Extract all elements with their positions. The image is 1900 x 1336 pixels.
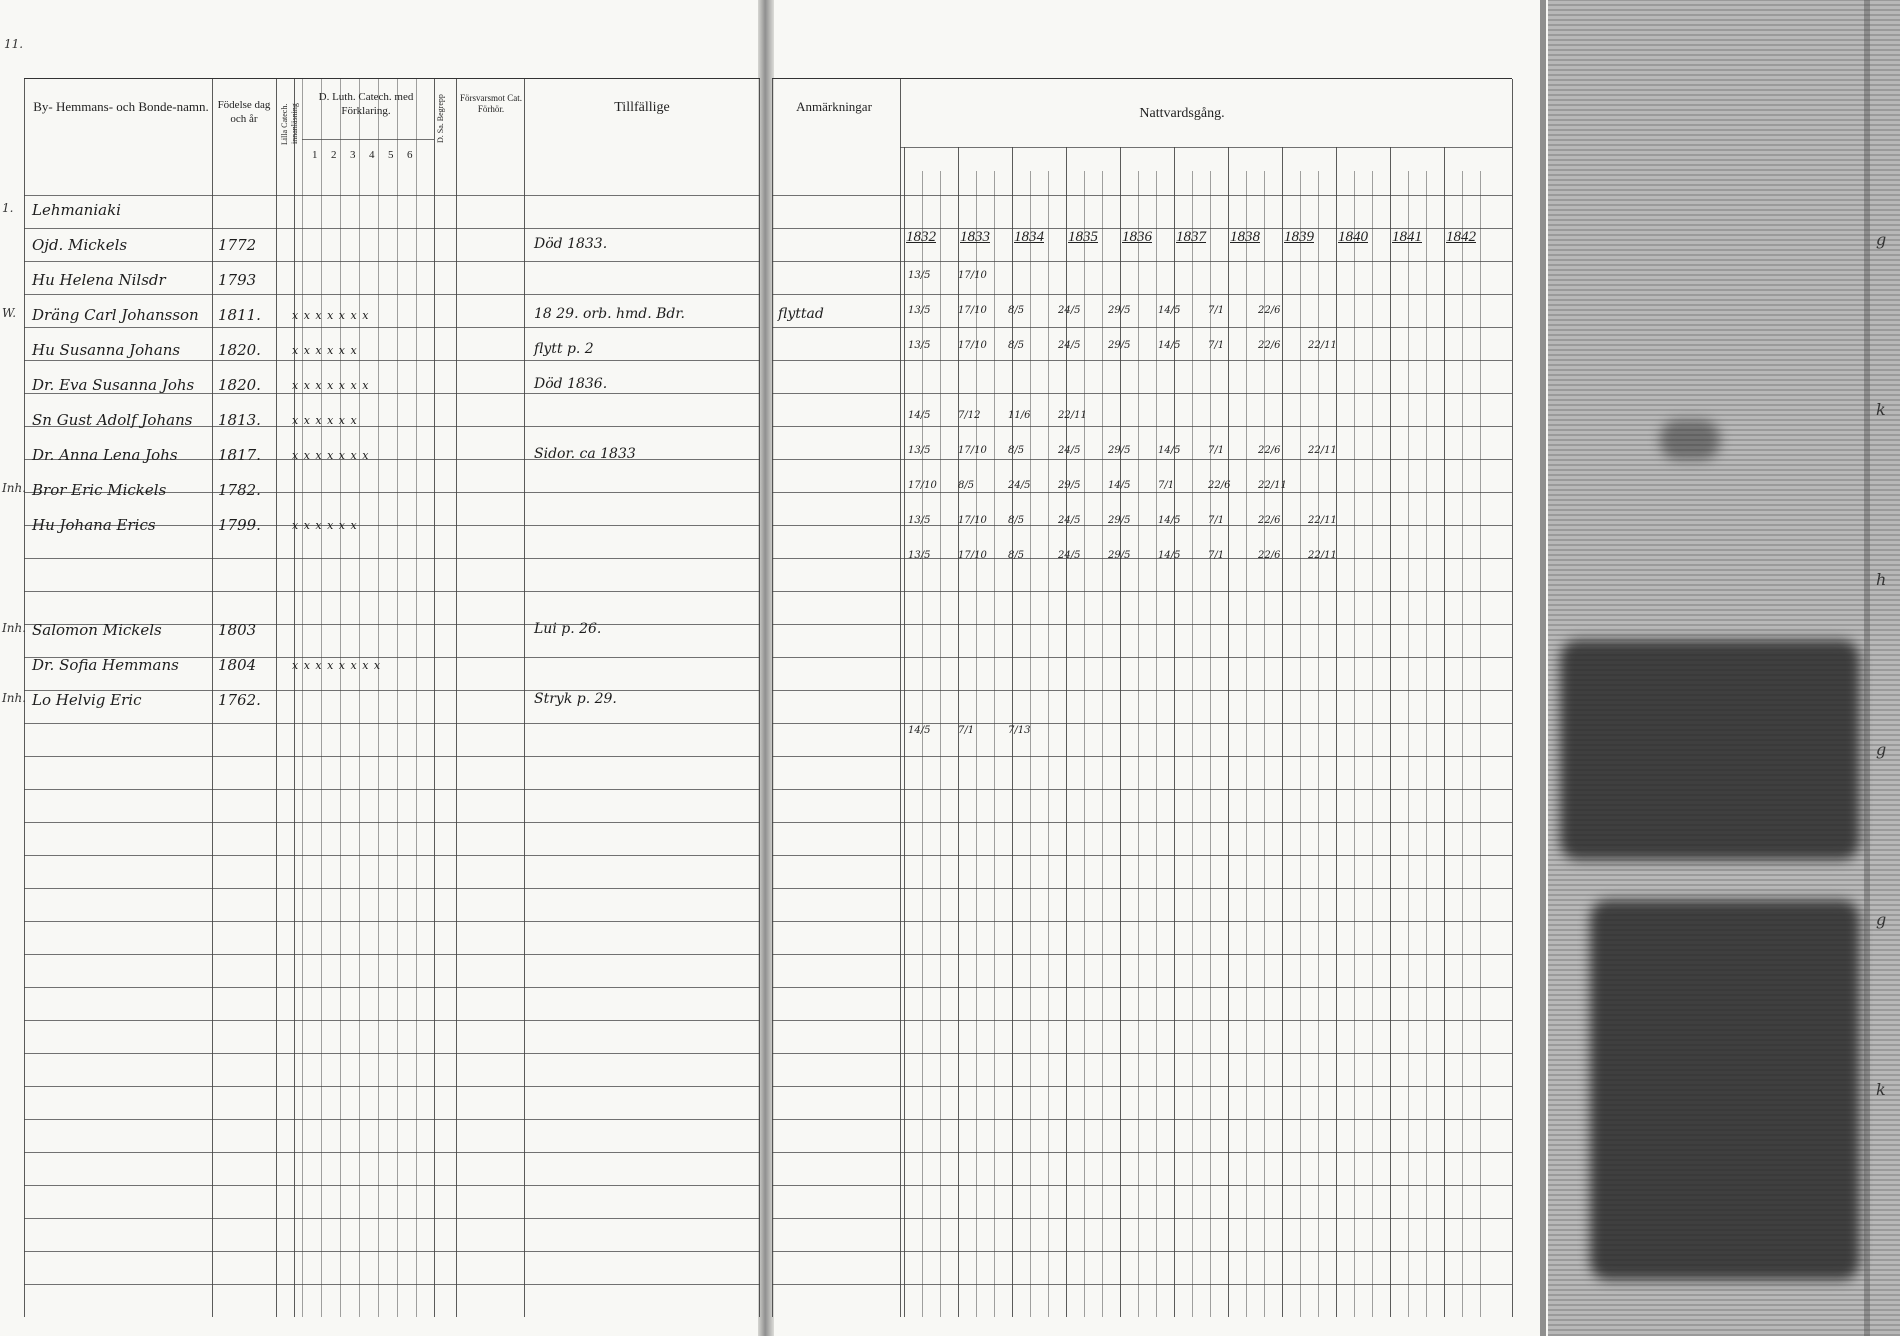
ruled-line — [24, 1119, 760, 1120]
subcolumn-rule — [1246, 171, 1247, 1317]
ruled-line — [772, 426, 1512, 427]
subcolumn-rule — [1156, 171, 1157, 1317]
ruled-line — [24, 723, 760, 724]
resident-name: Ojd. Mickels — [32, 236, 128, 254]
catechism-marks: x x x x x x x — [292, 309, 370, 322]
communion-year: 1833 — [960, 229, 990, 245]
ruled-line — [24, 1053, 760, 1054]
column-rule — [397, 79, 398, 1317]
communion-date: 7/1 — [958, 725, 975, 736]
communion-date: 17/10 — [958, 550, 987, 561]
margin-note: h — [1876, 570, 1887, 589]
resident-name: Lehmaniaki — [32, 201, 121, 219]
ruled-line — [24, 1152, 760, 1153]
year-column-rule — [1228, 147, 1229, 1317]
resident-name: Dr. Eva Susanna Johs — [32, 376, 195, 394]
birth-year: 1820. — [218, 376, 261, 394]
ruled-line — [772, 822, 1512, 823]
communion-date: 13/5 — [908, 340, 931, 351]
ruled-line — [772, 987, 1512, 988]
communion-date: 7/12 — [958, 410, 981, 421]
occasional-note: 18 29. orb. hmd. Bdr. — [534, 306, 685, 322]
subcolumn-rule — [1408, 171, 1409, 1317]
header-small-catechism: Lilla Catech. — [280, 103, 289, 145]
communion-date: 14/5 — [1158, 550, 1181, 561]
ruled-line — [772, 1284, 1512, 1285]
subcolumn-rule — [1030, 171, 1031, 1317]
communion-date: 29/5 — [1108, 340, 1131, 351]
communion-year: 1839 — [1284, 229, 1314, 245]
subcolumn-rule — [1300, 171, 1301, 1317]
communion-date: 13/5 — [908, 305, 931, 316]
communion-date: 17/10 — [958, 515, 987, 526]
page-edge — [1864, 0, 1870, 1336]
birth-year: 1820. — [218, 341, 261, 359]
ruled-line — [24, 1218, 760, 1219]
birth-year: 1811. — [218, 306, 261, 324]
occasional-note: Död 1836. — [534, 376, 608, 392]
catechism-marks: x x x x x x x x — [292, 659, 382, 672]
column-rule — [759, 79, 760, 1317]
communion-date: 17/10 — [908, 480, 937, 491]
scan-stain — [1590, 900, 1860, 1280]
row-margin-mark: W. — [2, 306, 17, 320]
communion-year: 1835 — [1068, 229, 1098, 245]
resident-name: Hu Helena Nilsdr — [32, 271, 166, 289]
column-rule — [276, 79, 277, 1317]
communion-date: 14/5 — [1158, 340, 1181, 351]
communion-date: 22/11 — [1058, 410, 1087, 421]
ruled-line — [772, 195, 1512, 196]
subcolumn-rule — [1372, 171, 1373, 1317]
year-column-rule — [904, 147, 905, 1317]
margin-note: k — [1876, 400, 1886, 419]
header-name-column: By- Hemmans- och Bonde-namn. — [33, 99, 209, 114]
resident-name: Dr. Sofia Hemmans — [32, 656, 179, 674]
resident-name: Bror Eric Mickels — [32, 481, 167, 499]
communion-year: 1832 — [906, 229, 936, 245]
communion-date: 8/5 — [958, 480, 975, 491]
page-number: 11. — [4, 37, 24, 51]
year-column-rule — [1390, 147, 1391, 1317]
subcolumn-rule — [1084, 171, 1085, 1317]
ruled-line — [772, 393, 1512, 394]
subcolumn-rule — [1426, 171, 1427, 1317]
communion-year: 1838 — [1230, 229, 1260, 245]
page-edge — [1540, 0, 1546, 1336]
column-rule — [1512, 79, 1513, 1317]
communion-date: 24/5 — [1058, 515, 1081, 526]
communion-date: 22/6 — [1208, 480, 1231, 491]
ruled-line — [772, 558, 1512, 559]
header-begrepp: D. Sa. Begrepp — [436, 94, 445, 144]
birth-year: 1804 — [218, 656, 257, 674]
subcolumn-rule — [1138, 171, 1139, 1317]
ruled-line — [772, 1053, 1512, 1054]
column-rule — [900, 79, 901, 1317]
communion-date: 14/5 — [1108, 480, 1131, 491]
birth-year: 1803 — [218, 621, 257, 639]
communion-date: 22/11 — [1308, 515, 1337, 526]
column-rule — [772, 79, 773, 1317]
communion-year: 1837 — [1176, 229, 1206, 245]
ruled-line — [24, 360, 760, 361]
catechism-marks: x x x x x x — [292, 519, 358, 532]
communion-year: 1841 — [1392, 229, 1422, 245]
ruled-line — [772, 294, 1512, 295]
remark-note: flyttad — [778, 306, 824, 322]
communion-date: 7/1 — [1208, 305, 1225, 316]
resident-name: Sn Gust Adolf Johans — [32, 411, 193, 429]
communion-date: 7/1 — [1208, 445, 1225, 456]
ruled-line — [772, 690, 1512, 691]
communion-date: 29/5 — [1108, 305, 1131, 316]
header-forsvar: Försvarsmot Cat. Förhör. — [460, 93, 522, 115]
communion-date: 14/5 — [1158, 305, 1181, 316]
ruled-line — [772, 459, 1512, 460]
year-column-rule — [1336, 147, 1337, 1317]
row-margin-mark: Inh. — [2, 691, 27, 705]
resident-name: Salomon Mickels — [32, 621, 162, 639]
communion-date: 22/11 — [1308, 340, 1337, 351]
birth-year: 1762. — [218, 691, 261, 709]
subcolumn-rule — [1102, 171, 1103, 1317]
ruled-line — [772, 921, 1512, 922]
header-rule — [302, 139, 434, 140]
communion-date: 14/5 — [1158, 515, 1181, 526]
resident-name: Hu Susanna Johans — [32, 341, 181, 359]
column-rule — [359, 79, 360, 1317]
subcolumn-rule — [940, 171, 941, 1317]
column-rule — [434, 79, 435, 1317]
communion-date: 29/5 — [1108, 445, 1131, 456]
communion-date: 17/10 — [958, 270, 987, 281]
ruled-line — [24, 294, 760, 295]
ruled-line — [24, 591, 760, 592]
ruled-line — [772, 954, 1512, 955]
ruled-line — [24, 1251, 760, 1252]
occasional-note: Död 1833. — [534, 236, 608, 252]
communion-date: 17/10 — [958, 445, 987, 456]
column-rule — [321, 79, 322, 1317]
occasional-note: flytt p. 2 — [534, 341, 594, 357]
communion-date: 24/5 — [1008, 480, 1031, 491]
margin-note: g — [1876, 740, 1887, 759]
header-tillfallige: Tillfällige — [614, 100, 670, 115]
ruled-line — [24, 327, 760, 328]
communion-date: 22/6 — [1258, 550, 1281, 561]
communion-date: 8/5 — [1008, 340, 1025, 351]
ruled-line — [772, 624, 1512, 625]
header-anmarkningar: Anmärkningar — [796, 99, 872, 114]
communion-date: 7/1 — [1208, 550, 1225, 561]
ruled-line — [24, 228, 760, 229]
header-birth-column: Födelse dag och år — [217, 99, 271, 125]
occasional-note: Stryk p. 29. — [534, 691, 617, 707]
ruled-line — [772, 228, 1512, 229]
communion-date: 8/5 — [1008, 515, 1025, 526]
ruled-line — [772, 723, 1512, 724]
birth-year: 1793 — [218, 271, 257, 289]
ruled-line — [772, 1185, 1512, 1186]
catechism-marks: x x x x x x — [292, 414, 358, 427]
communion-date: 29/5 — [1108, 550, 1131, 561]
subcolumn-rule — [994, 171, 995, 1317]
luth-col-2: 2 — [331, 149, 337, 161]
ruled-line — [24, 1284, 760, 1285]
row-margin-mark: Inh. — [2, 621, 27, 635]
communion-date: 14/5 — [908, 725, 931, 736]
occasional-note: Lui p. 26. — [534, 621, 602, 637]
communion-date: 8/5 — [1008, 550, 1025, 561]
ruled-line — [24, 888, 760, 889]
scan-stain — [1560, 640, 1860, 860]
ruled-line — [24, 954, 760, 955]
ruled-line — [24, 789, 760, 790]
occasional-note: Sidor. ca 1833 — [534, 446, 636, 462]
resident-name: Lo Helvig Eric — [32, 691, 142, 709]
catechism-marks: x x x x x x x — [292, 379, 370, 392]
communion-date: 13/5 — [908, 550, 931, 561]
ruled-line — [24, 1086, 760, 1087]
communion-date: 24/5 — [1058, 305, 1081, 316]
resident-name: Dräng Carl Johansson — [32, 306, 199, 324]
ruled-line — [24, 558, 760, 559]
ruled-line — [772, 888, 1512, 889]
column-rule — [378, 79, 379, 1317]
subcolumn-rule — [1048, 171, 1049, 1317]
luth-col-1: 1 — [312, 149, 318, 161]
communion-date: 13/5 — [908, 515, 931, 526]
birth-year: 1799. — [218, 516, 261, 534]
communion-date: 13/5 — [908, 445, 931, 456]
birth-year: 1782. — [218, 481, 261, 499]
ruled-line — [24, 1185, 760, 1186]
communion-date: 7/1 — [1158, 480, 1175, 491]
communion-date: 14/5 — [1158, 445, 1181, 456]
subcolumn-rule — [1192, 171, 1193, 1317]
subcolumn-rule — [1354, 171, 1355, 1317]
margin-note: k — [1876, 1080, 1886, 1099]
column-rule — [340, 79, 341, 1317]
ruled-line — [24, 921, 760, 922]
communion-date: 24/5 — [1058, 550, 1081, 561]
communion-date: 14/5 — [908, 410, 931, 421]
ruled-line — [772, 1218, 1512, 1219]
communion-date: 17/10 — [958, 305, 987, 316]
luth-col-4: 4 — [369, 149, 375, 161]
communion-date: 22/6 — [1258, 305, 1281, 316]
communion-year: 1836 — [1122, 229, 1152, 245]
communion-date: 29/5 — [1058, 480, 1081, 491]
ruled-line — [24, 756, 760, 757]
ruled-line — [772, 1152, 1512, 1153]
communion-date: 8/5 — [1008, 305, 1025, 316]
ruled-line — [24, 1020, 760, 1021]
catechism-marks: x x x x x x x — [292, 449, 370, 462]
resident-name: Dr. Anna Lena Johs — [32, 446, 178, 464]
subcolumn-rule — [1462, 171, 1463, 1317]
communion-date: 8/5 — [1008, 445, 1025, 456]
subcolumn-rule — [1480, 171, 1481, 1317]
column-rule — [294, 79, 295, 1317]
ruled-line — [24, 987, 760, 988]
header-luther-catechism: D. Luth. Catech. med Förklaring. — [318, 91, 414, 117]
communion-year: 1840 — [1338, 229, 1368, 245]
scan-stain — [1660, 420, 1720, 460]
communion-date: 7/1 — [1208, 340, 1225, 351]
birth-year: 1817. — [218, 446, 261, 464]
column-rule — [416, 79, 417, 1317]
year-column-rule — [1066, 147, 1067, 1317]
column-rule — [456, 79, 457, 1317]
luth-col-3: 3 — [350, 149, 356, 161]
header-rule — [900, 147, 1512, 148]
year-column-rule — [1444, 147, 1445, 1317]
ruled-line — [772, 360, 1512, 361]
ruled-line — [772, 1251, 1512, 1252]
communion-year: 1834 — [1014, 229, 1044, 245]
ruled-line — [772, 327, 1512, 328]
resident-name: Hu Johana Erics — [32, 516, 156, 534]
communion-date: 22/11 — [1258, 480, 1287, 491]
luth-col-6: 6 — [407, 149, 413, 161]
year-column-rule — [1282, 147, 1283, 1317]
ruled-line — [772, 1119, 1512, 1120]
communion-date: 22/6 — [1258, 340, 1281, 351]
communion-date: 22/6 — [1258, 445, 1281, 456]
year-column-rule — [1120, 147, 1121, 1317]
ruled-line — [24, 822, 760, 823]
margin-note: g — [1876, 230, 1887, 249]
ruled-line — [772, 525, 1512, 526]
ruled-line — [772, 657, 1512, 658]
right-page — [772, 78, 1512, 1317]
row-margin-mark: Inh. — [2, 481, 27, 495]
ruled-line — [772, 789, 1512, 790]
year-column-rule — [1174, 147, 1175, 1317]
column-rule — [524, 79, 525, 1317]
communion-date: 11/6 — [1008, 410, 1031, 421]
birth-year: 1813. — [218, 411, 261, 429]
communion-year: 1842 — [1446, 229, 1476, 245]
ruled-line — [772, 261, 1512, 262]
header-nattvardsgang: Nattvardsgång. — [1139, 106, 1225, 121]
catechism-marks: x x x x x x — [292, 344, 358, 357]
ruled-line — [772, 492, 1512, 493]
communion-date: 13/5 — [908, 270, 931, 281]
communion-date: 22/11 — [1308, 550, 1337, 561]
communion-date: 22/11 — [1308, 445, 1337, 456]
communion-date: 22/6 — [1258, 515, 1281, 526]
ruled-line — [772, 1020, 1512, 1021]
row-margin-mark: 1. — [2, 201, 14, 215]
communion-date: 17/10 — [958, 340, 987, 351]
luth-col-5: 5 — [388, 149, 394, 161]
ruled-line — [24, 195, 760, 196]
ruled-line — [772, 591, 1512, 592]
birth-year: 1772 — [218, 236, 257, 254]
ruled-line — [24, 855, 760, 856]
communion-date: 7/1 — [1208, 515, 1225, 526]
column-rule — [212, 79, 213, 1317]
left-page — [2, 37, 760, 1317]
margin-note: g — [1876, 910, 1887, 929]
ruled-line — [772, 1086, 1512, 1087]
communion-date: 24/5 — [1058, 445, 1081, 456]
communion-date: 24/5 — [1058, 340, 1081, 351]
communion-date: 7/13 — [1008, 725, 1031, 736]
ruled-line — [772, 855, 1512, 856]
ruled-line — [772, 756, 1512, 757]
communion-date: 29/5 — [1108, 515, 1131, 526]
ruled-line — [24, 261, 760, 262]
column-rule — [302, 79, 303, 1317]
